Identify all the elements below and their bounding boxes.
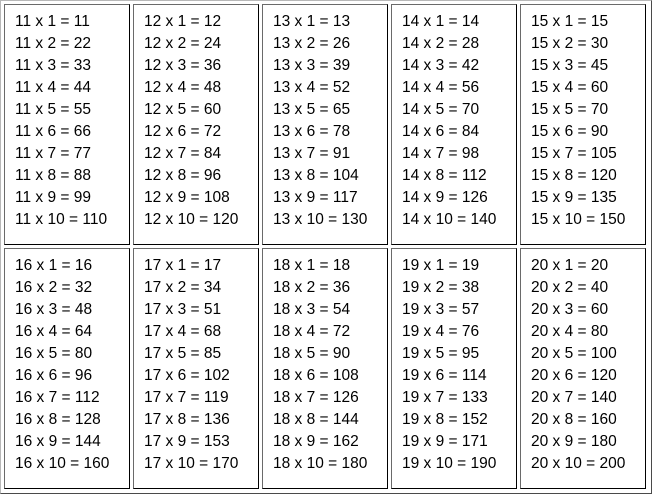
table-18	[262, 248, 388, 489]
table-line: 18 x 1 = 18	[273, 257, 351, 274]
table-line: 17 x 2 = 34	[144, 279, 222, 296]
table-line: 20 x 5 = 100	[531, 345, 617, 362]
table-line: 17 x 5 = 85	[144, 345, 222, 362]
table-line: 16 x 5 = 80	[15, 345, 93, 362]
table-line: 18 x 10 = 180	[273, 455, 368, 472]
table-line: 17 x 9 = 153	[144, 433, 230, 450]
table-line: 15 x 2 = 30	[531, 35, 609, 52]
table-line: 13 x 2 = 26	[273, 35, 351, 52]
table-line: 14 x 5 = 70	[402, 101, 480, 118]
table-line: 12 x 4 = 48	[144, 79, 222, 96]
table-line: 20 x 7 = 140	[531, 389, 617, 406]
table-line: 18 x 6 = 108	[273, 367, 359, 384]
table-line: 19 x 2 = 38	[402, 279, 480, 296]
table-line: 16 x 2 = 32	[15, 279, 93, 296]
table-20	[520, 248, 646, 489]
table-line: 20 x 10 = 200	[531, 455, 626, 472]
table-line: 17 x 3 = 51	[144, 301, 222, 318]
table-line: 20 x 6 = 120	[531, 367, 617, 384]
table-line: 15 x 3 = 45	[531, 57, 609, 74]
table-line: 18 x 5 = 90	[273, 345, 351, 362]
table-line: 18 x 8 = 144	[273, 411, 359, 428]
table-line: 11 x 10 = 110	[15, 211, 108, 228]
table-line: 12 x 9 = 108	[144, 189, 230, 206]
table-line: 17 x 7 = 119	[144, 389, 229, 406]
table-17	[133, 248, 259, 489]
table-line: 12 x 7 = 84	[144, 145, 222, 162]
table-line: 11 x 9 = 99	[15, 189, 91, 206]
table-line: 15 x 6 = 90	[531, 123, 609, 140]
table-line: 11 x 7 = 77	[15, 145, 91, 162]
table-line: 19 x 3 = 57	[402, 301, 480, 318]
table-line: 14 x 3 = 42	[402, 57, 480, 74]
table-line: 13 x 9 = 117	[273, 189, 358, 206]
table-line: 13 x 7 = 91	[273, 145, 351, 162]
table-line: 14 x 1 = 14	[402, 13, 480, 30]
table-14	[391, 4, 517, 245]
table-line: 19 x 10 = 190	[402, 455, 497, 472]
table-line: 17 x 4 = 68	[144, 323, 222, 340]
table-11	[4, 4, 130, 245]
table-line: 14 x 9 = 126	[402, 189, 488, 206]
table-line: 20 x 4 = 80	[531, 323, 609, 340]
table-line: 17 x 8 = 136	[144, 411, 230, 428]
table-line: 18 x 3 = 54	[273, 301, 351, 318]
table-line: 18 x 7 = 126	[273, 389, 359, 406]
table-12	[133, 4, 259, 245]
table-line: 16 x 7 = 112	[15, 389, 100, 406]
table-line: 19 x 7 = 133	[402, 389, 488, 406]
table-line: 15 x 4 = 60	[531, 79, 609, 96]
table-line: 14 x 7 = 98	[402, 145, 480, 162]
table-line: 13 x 3 = 39	[273, 57, 351, 74]
table-line: 16 x 10 = 160	[15, 455, 110, 472]
tables-grid	[4, 4, 646, 489]
table-line: 11 x 6 = 66	[15, 123, 91, 140]
table-line: 11 x 5 = 55	[15, 101, 91, 118]
table-line: 20 x 9 = 180	[531, 433, 617, 450]
table-line: 18 x 2 = 36	[273, 279, 351, 296]
table-line: 11 x 8 = 88	[15, 167, 91, 184]
table-line: 13 x 8 = 104	[273, 167, 359, 184]
table-line: 14 x 2 = 28	[402, 35, 480, 52]
table-line: 14 x 6 = 84	[402, 123, 480, 140]
table-line: 12 x 5 = 60	[144, 101, 222, 118]
table-line: 12 x 3 = 36	[144, 57, 222, 74]
table-line: 16 x 3 = 48	[15, 301, 93, 318]
table-line: 19 x 6 = 114	[402, 367, 487, 384]
table-line: 19 x 4 = 76	[402, 323, 480, 340]
table-line: 13 x 4 = 52	[273, 79, 351, 96]
table-line: 17 x 6 = 102	[144, 367, 230, 384]
table-line: 12 x 8 = 96	[144, 167, 222, 184]
table-line: 16 x 6 = 96	[15, 367, 93, 384]
table-line: 14 x 10 = 140	[402, 211, 497, 228]
table-19	[391, 248, 517, 489]
table-line: 19 x 5 = 95	[402, 345, 480, 362]
table-line: 12 x 2 = 24	[144, 35, 222, 52]
table-line: 20 x 3 = 60	[531, 301, 609, 318]
table-line: 19 x 1 = 19	[402, 257, 480, 274]
table-line: 16 x 8 = 128	[15, 411, 101, 428]
table-line: 17 x 10 = 170	[144, 455, 239, 472]
table-line: 16 x 9 = 144	[15, 433, 101, 450]
table-line: 15 x 8 = 120	[531, 167, 617, 184]
table-line: 11 x 4 = 44	[15, 79, 91, 96]
table-line: 14 x 4 = 56	[402, 79, 480, 96]
table-line: 13 x 6 = 78	[273, 123, 351, 140]
table-line: 15 x 1 = 15	[531, 13, 609, 30]
table-line: 20 x 8 = 160	[531, 411, 617, 428]
table-line: 13 x 10 = 130	[273, 211, 368, 228]
table-line: 11 x 2 = 22	[15, 35, 91, 52]
table-line: 19 x 9 = 171	[402, 433, 488, 450]
table-line: 13 x 5 = 65	[273, 101, 351, 118]
table-line: 20 x 2 = 40	[531, 279, 609, 296]
table-line: 11 x 1 = 11	[15, 13, 90, 30]
table-line: 15 x 9 = 135	[531, 189, 617, 206]
table-line: 15 x 7 = 105	[531, 145, 617, 162]
table-line: 12 x 10 = 120	[144, 211, 239, 228]
table-16	[4, 248, 130, 489]
table-line: 13 x 1 = 13	[273, 13, 351, 30]
table-line: 20 x 1 = 20	[531, 257, 609, 274]
table-line: 17 x 1 = 17	[144, 257, 222, 274]
table-line: 19 x 8 = 152	[402, 411, 488, 428]
table-line: 12 x 1 = 12	[144, 13, 222, 30]
table-line: 16 x 4 = 64	[15, 323, 93, 340]
table-line: 14 x 8 = 112	[402, 167, 487, 184]
table-13	[262, 4, 388, 245]
table-line: 16 x 1 = 16	[15, 257, 93, 274]
table-line: 15 x 10 = 150	[531, 211, 626, 228]
table-line: 11 x 3 = 33	[15, 57, 91, 74]
table-15	[520, 4, 646, 245]
table-line: 18 x 9 = 162	[273, 433, 359, 450]
table-line: 12 x 6 = 72	[144, 123, 222, 140]
table-line: 18 x 4 = 72	[273, 323, 351, 340]
table-line: 15 x 5 = 70	[531, 101, 609, 118]
